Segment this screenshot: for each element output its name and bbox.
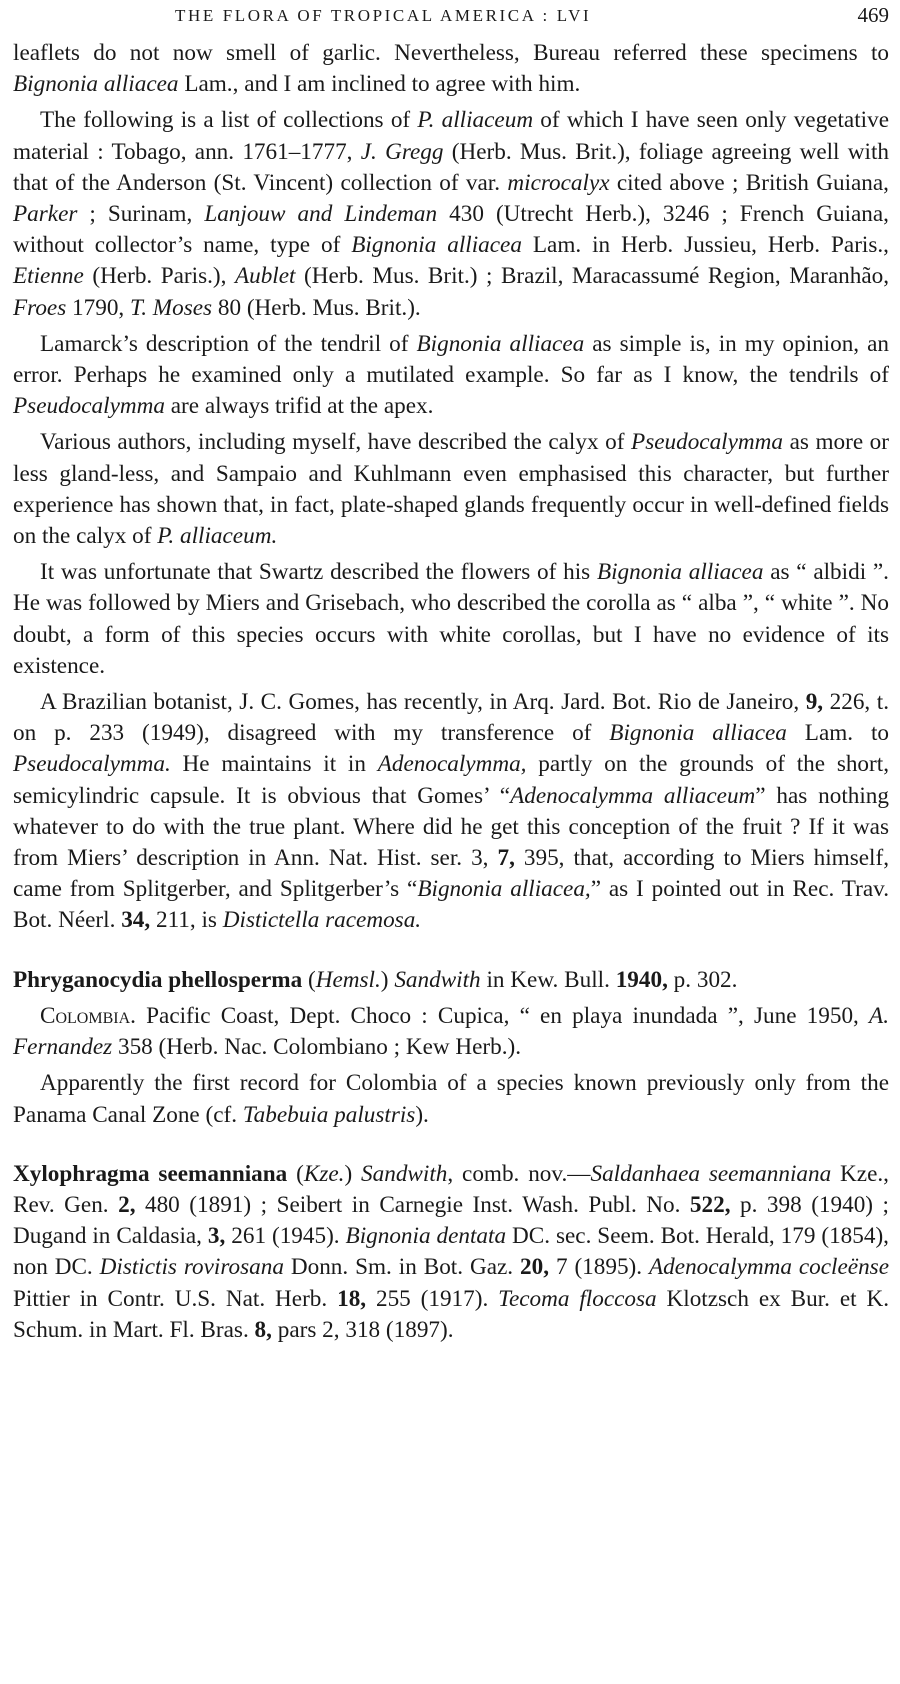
- paragraph-calyx-glands: Various authors, including myself, have described the calyx of Pseudocalymma as more or less gland-less, and Sampaio and Kuhlmann even emphasised this character, but further experience has shown that, in fact, plate-shaped glands frequently occur in well-defined fields on the calyx of P. alliaceum.: [13, 429, 889, 550]
- species-entry-xylophragma: Xylophragma seemanniana (Kze.) Sandwith, comb. nov.—Saldanhaea seemanniana Kze., Rev. Gen. 2, 480 (1891) ; Seibert in Carnegie Inst. Wash. Publ. No. 522, p. 398 (1940) ; Dugand in Caldasia, 3, 261 (1945). Bignonia dentata DC. sec. Seem. Bot. Herald, 179 (1854), non DC. Distictis rovirosana Donn. Sm. in Bot. Gaz. 20, 7 (1895). Adenocalymma cocleënse Pittier in Contr. U.S. Nat. Herb. 18, 255 (1917). Tecoma floccosa Klotzsch ex Bur. et K. Schum. in Mart. Fl. Bras. 8, pars 2, 318 (1897).: [13, 1160, 889, 1343]
- paragraph-first-record: Apparently the first record for Colombia of a species known previously only from the Panama Canal Zone (cf. Tabebuia palustris).: [13, 1070, 889, 1128]
- paragraph-swartz-flowers: It was unfortunate that Swartz described the flowers of his Bignonia alliacea as “ albidi ”. He was followed by Miers and Grisebach, who described the corolla as “ alba ”, “ white ”. No doubt, a form of this species occurs with white corollas, but I have no evidence of its existence.: [13, 559, 889, 679]
- running-header: [13, 0, 889, 38]
- species-entry-phryganocydia: Phryganocydia phellosperma (Hemsl.) Sandwith in Kew. Bull. 1940, p. 302.: [13, 966, 738, 993]
- paragraph-vegetative-collections: The following is a list of collections of P. alliaceum of which I have seen only vegetative material : Tobago, ann. 1761–1777, J. Gregg (Herb. Mus. Brit.), foliage agreeing well with that of the Anderson (St. Vincent) collection of var. microcalyx cited above ; British Guiana, Parker ; Surinam, Lanjouw and Lindeman 430 (Utrecht Herb.), 3246 ; French Guiana, without collector’s name, type of Bignonia alliacea Lam. in Herb. Jussieu, Herb. Paris., Etienne (Herb. Paris.), Aublet (Herb. Mus. Brit.) ; Brazil, Maracassumé Region, Maranhão, Froes 1790, T. Moses 80 (Herb. Mus. Brit.).: [13, 107, 890, 321]
- paragraph-colombia-record: Colombia. Pacific Coast, Dept. Choco : Cupica, “ en playa inundada ”, June 1950, A. Fernandez 358 (Herb. Nac. Colombiano ; Kew Herb.).: [13, 1002, 889, 1061]
- page-number: 469: [857, 3, 889, 27]
- paragraph-continuation: leaflets do not now smell of garlic. Nevertheless, Bureau referred these specimens to Bignonia alliacea Lam., and I am inclined to agree with him.: [13, 40, 889, 98]
- paragraph-lamarck-tendril: Lamarck’s description of the tendril of Bignonia alliacea as simple is, in my opinion, an error. Perhaps he examined only a mutilated example. So far as I know, the tendrils of Pseudocalymma are always trifid at the apex.: [13, 330, 889, 420]
- running-title: THE FLORA OF TROPICAL AMERICA : LVI: [175, 6, 592, 25]
- paragraph-gomes: A Brazilian botanist, J. C. Gomes, has recently, in Arq. Jard. Bot. Rio de Janeiro, 9, 226, t. on p. 233 (1949), disagreed with my transference of Bignonia alliacea Lam. to Pseudocalymma. He maintains it in Adenocalymma, partly on the grounds of the short, semicylindric capsule. It is obvious that Gomes’ “Adenocalymma alliaceum” has nothing whatever to do with the true plant. Where did he get this conception of the fruit ? If it was from Miers’ description in Ann. Nat. Hist. ser. 3, 7, 395, that, according to Miers himself, came from Splitgerber, and Splitgerber’s “Bignonia alliacea,” as I pointed out in Rec. Trav. Bot. Néerl. 34, 211, is Distictella racemosa.: [13, 689, 889, 934]
- journal-page: [13, 0, 889, 1346]
